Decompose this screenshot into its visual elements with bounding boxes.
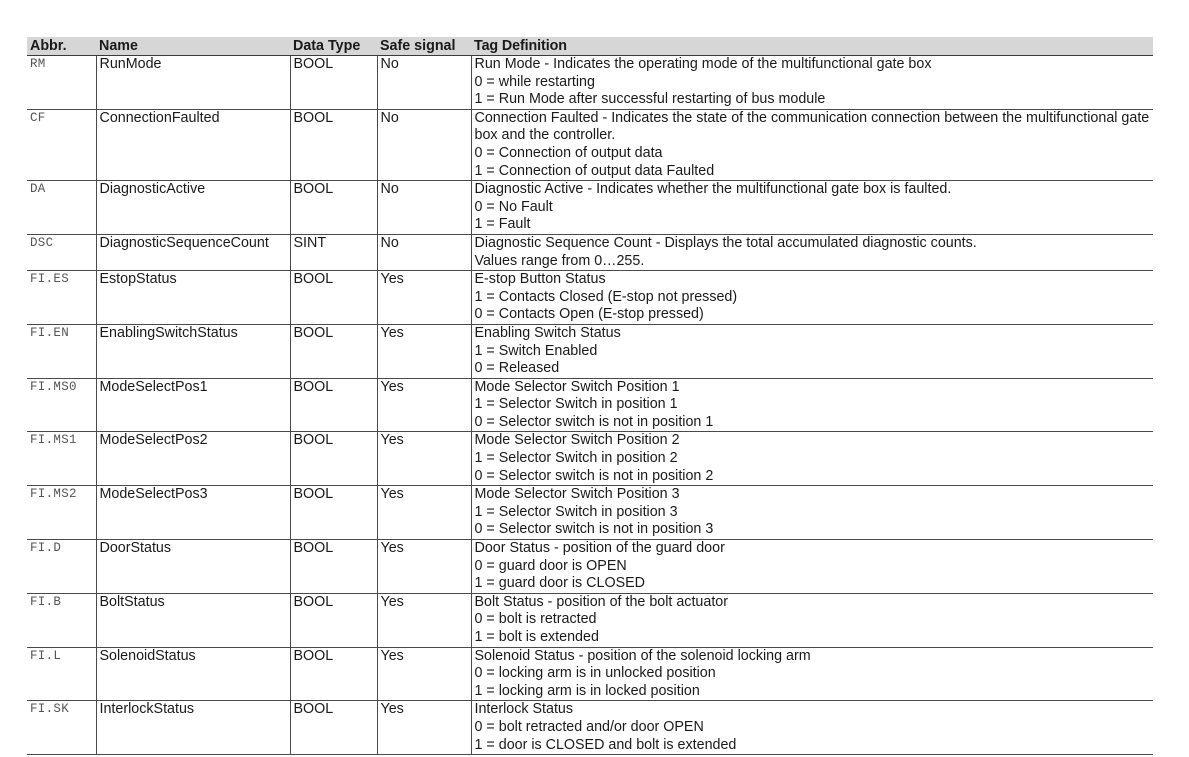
abbr-cell: FI.ES	[27, 271, 96, 325]
table-row	[27, 540, 1153, 594]
header-tag-definition: Tag Definition	[471, 37, 1153, 56]
table-row	[27, 701, 1153, 755]
table-row	[27, 593, 1153, 647]
name-cell: ModeSelectPos2	[96, 432, 290, 486]
safe-signal-cell: Yes	[377, 378, 471, 432]
data-type-cell: BOOL	[290, 109, 377, 180]
safe-signal-cell: Yes	[377, 486, 471, 540]
safe-signal-cell: No	[377, 109, 471, 180]
safe-signal-cell: Yes	[377, 324, 471, 378]
definition-line: 1 = bolt is extended	[474, 629, 599, 645]
name-cell: DoorStatus	[96, 540, 290, 594]
data-type-cell: BOOL	[290, 593, 377, 647]
name-cell: RunMode	[96, 56, 290, 110]
abbr-cell: FI.B	[27, 593, 96, 647]
abbr-cell: FI.MS2	[27, 486, 96, 540]
tag-definition-cell	[471, 234, 1153, 270]
definition-line: Run Mode - Indicates the operating mode of the multifunctional gate box	[474, 56, 932, 72]
definition-line: Mode Selector Switch Position 1	[474, 378, 680, 395]
table-row	[27, 324, 1153, 378]
abbr-cell: CF	[27, 109, 96, 180]
tag-definition-cell	[471, 56, 1153, 110]
abbr-cell: FI.L	[27, 647, 96, 701]
definition-line: 0 = locking arm is in unlocked position	[474, 665, 716, 682]
definition-line: 1 = Selector Switch in position 1	[474, 396, 678, 413]
safe-signal-cell: Yes	[377, 540, 471, 594]
data-type-cell: BOOL	[290, 271, 377, 325]
definition-line: 0 = Selector switch is not in position 1	[474, 413, 714, 430]
definition-line: 1 = guard door is CLOSED	[474, 575, 645, 592]
definition-line: 1 = door is CLOSED and bolt is extended	[474, 736, 737, 753]
definition-line: 0 = Selector switch is not in position 2	[474, 467, 714, 484]
header-abbr: Abbr.	[27, 37, 96, 56]
definition-line: Door Status - position of the guard door	[474, 540, 725, 557]
name-cell: BoltStatus	[96, 593, 290, 647]
header-row	[27, 37, 1153, 56]
definition-line: Enabling Switch Status	[474, 324, 621, 341]
definition-line: 1 = locking arm is in locked position	[474, 682, 700, 699]
table-row	[27, 181, 1153, 235]
safe-signal-cell: Yes	[377, 701, 471, 755]
definition-line: 1 = Contacts Closed (E-stop not pressed)	[474, 288, 738, 305]
safe-signal-cell: No	[377, 181, 471, 235]
data-type-cell: BOOL	[290, 486, 377, 540]
data-type-cell: BOOL	[290, 378, 377, 432]
definition-line: 1 = Switch Enabled	[474, 342, 598, 359]
header-data-type: Data Type	[290, 37, 377, 56]
tag-definition-cell	[471, 486, 1153, 540]
data-type-cell: SINT	[290, 234, 377, 270]
table-row	[27, 486, 1153, 540]
abbr-cell: FI.MS0	[27, 378, 96, 432]
table-row	[27, 109, 1153, 180]
table-row	[27, 378, 1153, 432]
abbr-cell: FI.D	[27, 540, 96, 594]
abbr-cell: FI.EN	[27, 324, 96, 378]
tag-definition-cell	[471, 109, 1153, 180]
data-type-cell: BOOL	[290, 56, 377, 110]
name-cell: InterlockStatus	[96, 701, 290, 755]
tag-definition-cell	[471, 701, 1153, 755]
data-type-cell: BOOL	[290, 181, 377, 235]
definition-line: Diagnostic Sequence Count - Displays the total accumulated diagnostic counts.	[474, 234, 977, 251]
tag-definition-cell	[471, 181, 1153, 235]
safe-signal-cell: No	[377, 56, 471, 110]
abbr-cell: DSC	[27, 234, 96, 270]
tag-definition-cell	[471, 647, 1153, 701]
definition-line: 0 = No Fault	[474, 198, 553, 215]
abbr-cell: FI.SK	[27, 701, 96, 755]
table-row	[27, 647, 1153, 701]
data-type-cell: BOOL	[290, 647, 377, 701]
table-row	[27, 234, 1153, 270]
definition-line: Mode Selector Switch Position 3	[474, 486, 680, 503]
tag-definition-table	[27, 37, 1153, 755]
header-safe-signal: Safe signal	[377, 37, 471, 56]
safe-signal-cell: Yes	[377, 271, 471, 325]
definition-line: 0 = bolt is retracted	[474, 611, 597, 628]
definition-line: 0 = while restarting	[474, 73, 595, 90]
definition-line: Diagnostic Active - Indicates whether the multifunctional gate box is faulted.	[474, 181, 952, 198]
definition-line: 1 = Selector Switch in position 2	[474, 450, 678, 467]
name-cell: DiagnosticActive	[96, 181, 290, 235]
name-cell: EnablingSwitchStatus	[96, 324, 290, 378]
data-type-cell: BOOL	[290, 540, 377, 594]
name-cell: ModeSelectPos3	[96, 486, 290, 540]
definition-line: 1 = Selector Switch in position 3	[474, 503, 678, 520]
safe-signal-cell: Yes	[377, 647, 471, 701]
abbr-cell: DA	[27, 181, 96, 235]
name-cell: EstopStatus	[96, 271, 290, 325]
definition-line: Solenoid Status - position of the solenoid locking arm	[474, 647, 811, 664]
abbr-cell: FI.MS1	[27, 432, 96, 486]
data-type-cell: BOOL	[290, 324, 377, 378]
safe-signal-cell: Yes	[377, 432, 471, 486]
header-name: Name	[96, 37, 290, 56]
definition-line: 0 = Released	[474, 360, 560, 377]
tag-definition-cell	[471, 378, 1153, 432]
tag-definition-cell	[471, 324, 1153, 378]
definition-line: 1 = Connection of output data Faulted	[474, 162, 715, 179]
definition-line: 0 = Contacts Open (E-stop pressed)	[474, 306, 704, 323]
table-row	[27, 271, 1153, 325]
table-body	[27, 56, 1153, 755]
tag-definition-cell	[471, 271, 1153, 325]
data-type-cell: BOOL	[290, 701, 377, 755]
definition-line: Connection Faulted - Indicates the state of the communication connection between the multifunctional gate box and the controller.	[474, 109, 1150, 144]
safe-signal-cell: No	[377, 234, 471, 270]
table-row	[27, 56, 1153, 110]
name-cell: DiagnosticSequenceCount	[96, 234, 290, 270]
name-cell: SolenoidStatus	[96, 647, 290, 701]
definition-line: 1 = Fault	[474, 216, 531, 233]
table-header	[27, 37, 1153, 56]
table-row	[27, 432, 1153, 486]
data-type-cell: BOOL	[290, 432, 377, 486]
definition-line: 0 = guard door is OPEN	[474, 557, 627, 574]
name-cell: ModeSelectPos1	[96, 378, 290, 432]
definition-line: 0 = Connection of output data	[474, 144, 663, 161]
definition-line: Bolt Status - position of the bolt actuator	[474, 593, 729, 610]
definition-line: Interlock Status	[474, 701, 574, 718]
definition-line: 0 = bolt retracted and/or door OPEN	[474, 718, 704, 735]
tag-definition-cell	[471, 432, 1153, 486]
safe-signal-cell: Yes	[377, 593, 471, 647]
definition-line: 0 = Selector switch is not in position 3	[474, 521, 714, 538]
name-cell: ConnectionFaulted	[96, 109, 290, 180]
definition-line: Mode Selector Switch Position 2	[474, 432, 680, 449]
tag-definition-cell	[471, 593, 1153, 647]
definition-line: E-stop Button Status	[474, 271, 606, 288]
document-page	[27, 37, 1153, 755]
definition-line: Values range from 0…255.	[474, 252, 645, 269]
abbr-cell: RM	[27, 56, 96, 110]
tag-definition-cell	[471, 540, 1153, 594]
definition-line: 1 = Run Mode after successful restarting of bus module	[474, 91, 826, 108]
